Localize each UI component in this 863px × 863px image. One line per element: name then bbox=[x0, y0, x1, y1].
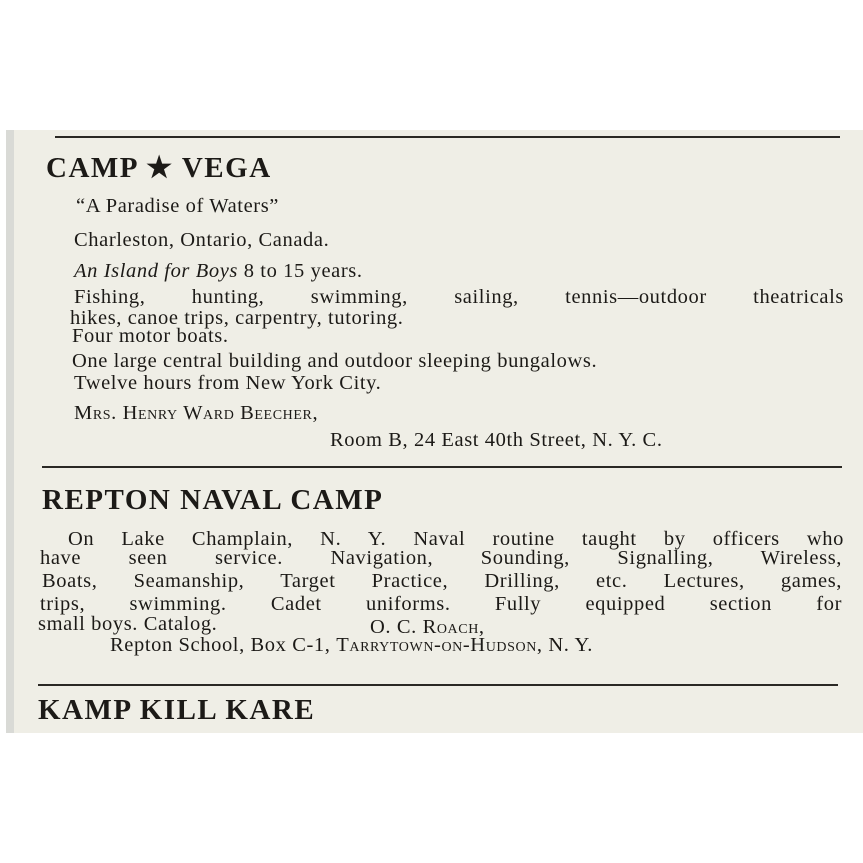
body-line: Boats, Seamanship, Target Practice, Drilling, etc. Lectures, games, bbox=[42, 570, 842, 592]
school-box: Repton School, Box C-1, bbox=[110, 634, 331, 656]
divider bbox=[38, 684, 838, 686]
contact-address bbox=[110, 634, 593, 657]
contact-name: Mrs. Henry Ward Beecher, bbox=[74, 402, 319, 424]
body-line: have seen service. Navigation, Sounding, Signalling, Wireless, bbox=[40, 547, 842, 569]
ad-title-kamp-kill-kare: KAMP KILL KARE bbox=[38, 694, 316, 726]
town: Tarrytown-on-Hudson, N. Y. bbox=[336, 634, 593, 656]
contact-address: Room B, 24 East 40th Street, N. Y. C. bbox=[330, 429, 663, 451]
age-line bbox=[74, 260, 363, 283]
ages: 8 to 15 years. bbox=[243, 260, 363, 282]
title-word: CAMP bbox=[46, 152, 138, 184]
ad-title-repton: REPTON NAVAL CAMP bbox=[42, 484, 384, 516]
page-background-bottom bbox=[0, 733, 863, 863]
activities-line: hikes, canoe trips, carpentry, tutoring. bbox=[70, 307, 404, 329]
location: Charleston, Ontario, Canada. bbox=[74, 229, 330, 251]
body-line: trips, swimming. Cadet uniforms. Fully equipped section for bbox=[40, 593, 842, 615]
distance-line: Twelve hours from New York City. bbox=[74, 372, 382, 394]
ad-title-camp-vega bbox=[46, 150, 272, 185]
body-line: small boys. Catalog. bbox=[38, 613, 218, 635]
activities-line: Fishing, hunting, swimming, sailing, tennis—outdoor theatricals bbox=[74, 286, 844, 308]
boats-line: Four motor boats. bbox=[72, 325, 229, 347]
contact-name: O. C. Roach, bbox=[370, 616, 485, 638]
buildings-line: One large central building and outdoor sleeping bungalows. bbox=[72, 350, 598, 372]
body-line: On Lake Champlain, N. Y. Naval routine taught by officers who bbox=[68, 528, 844, 550]
island-text: An Island for Boys bbox=[74, 260, 238, 282]
star-icon: ★ bbox=[146, 152, 174, 184]
tagline: “A Paradise of Waters” bbox=[76, 195, 280, 217]
divider bbox=[42, 466, 842, 468]
divider bbox=[55, 136, 840, 138]
title-word: VEGA bbox=[181, 152, 272, 184]
